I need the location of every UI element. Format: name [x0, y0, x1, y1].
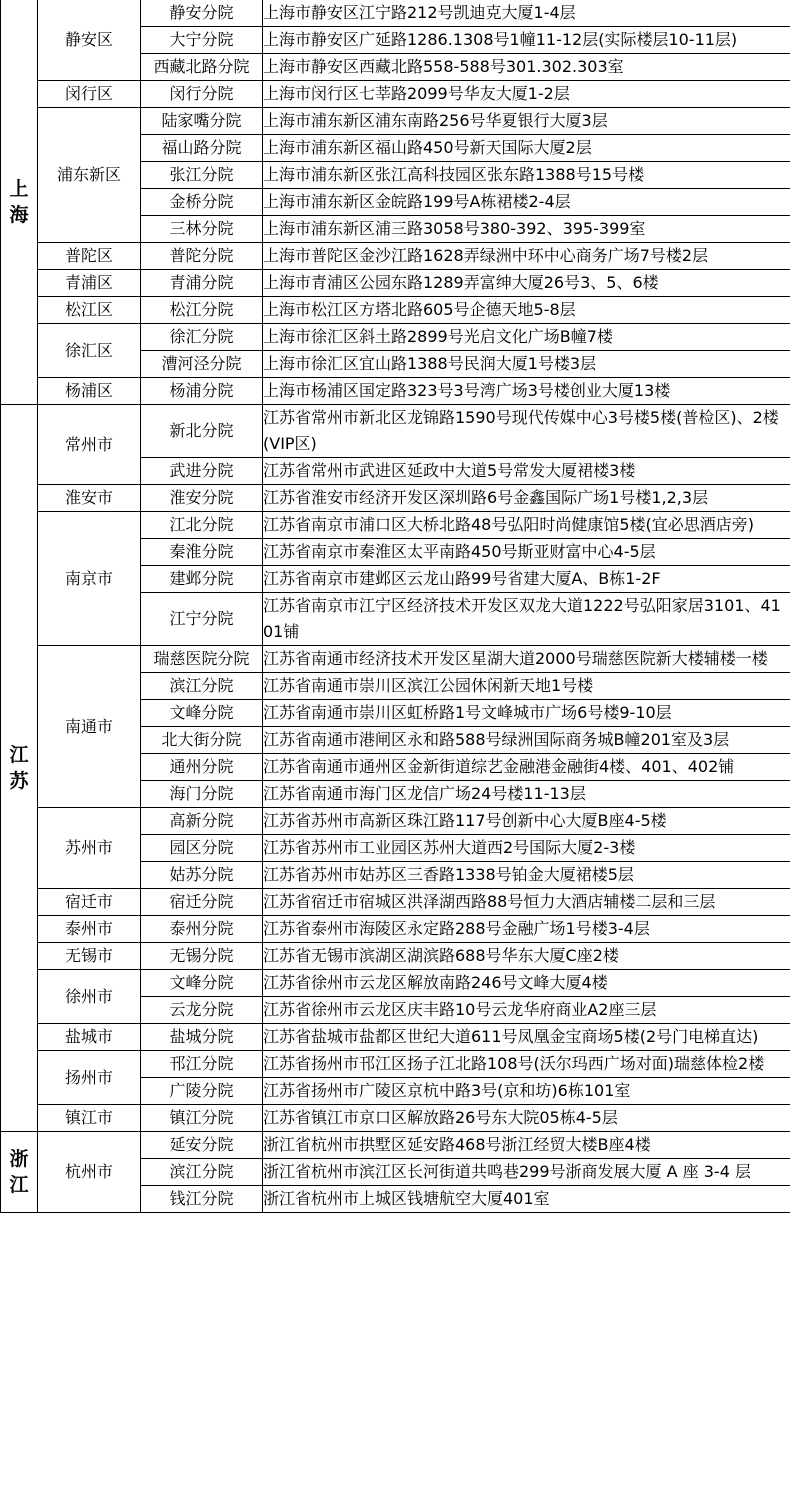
branch-name-cell: 盐城分院	[141, 1024, 263, 1051]
branch-name-cell: 瑞慈医院分院	[141, 646, 263, 673]
branch-address-cell: 江苏省苏州市高新区珠江路117号创新中心大厦B座4-5楼	[263, 808, 790, 835]
branch-address-cell: 江苏省常州市武进区延政中大道5号常发大厦裙楼3楼	[263, 458, 790, 485]
branch-name-cell: 邗江分院	[141, 1051, 263, 1078]
branch-name-cell: 松江分院	[141, 297, 263, 324]
branch-name-cell: 高新分院	[141, 808, 263, 835]
table-row	[1, 1051, 790, 1078]
branch-name-cell: 延安分院	[141, 1132, 263, 1159]
branch-name-cell: 泰州分院	[141, 916, 263, 943]
branch-name-cell: 金桥分院	[141, 189, 263, 216]
city-cell: 浦东新区	[38, 108, 141, 243]
branch-address-cell: 上海市普陀区金沙江路1628弄绿洲中环中心商务广场7号楼2层	[263, 243, 790, 270]
branch-address-cell: 江苏省扬州市邗江区扬子江北路108号(沃尔玛西广场对面)瑞慈体检2楼	[263, 1051, 790, 1078]
branch-address-cell: 江苏省徐州市云龙区庆丰路10号云龙华府商业A2座三层	[263, 997, 790, 1024]
branch-address-cell: 江苏省淮安市经济开发区深圳路6号金鑫国际广场1号楼1,2,3层	[263, 485, 790, 512]
branch-name-cell: 杨浦分院	[141, 378, 263, 405]
branch-name-cell: 三林分院	[141, 216, 263, 243]
branch-name-cell: 宿迁分院	[141, 889, 263, 916]
branch-address-cell: 上海市杨浦区国定路323号3号湾广场3号楼创业大厦13楼	[263, 378, 790, 405]
branch-address-cell: 江苏省盐城市盐都区世纪大道611号凤凰金宝商场5楼(2号门电梯直达)	[263, 1024, 790, 1051]
city-cell: 泰州市	[38, 916, 141, 943]
branch-address-cell: 江苏省南通市崇川区滨江公园休闲新天地1号楼	[263, 673, 790, 700]
branch-address-cell: 上海市浦东新区张江高科技园区张东路1388号15号楼	[263, 162, 790, 189]
province-label-char: 苏	[9, 770, 29, 792]
branch-name-cell: 通州分院	[141, 754, 263, 781]
city-cell: 淮安市	[38, 485, 141, 512]
table-row	[1, 1105, 790, 1132]
table-row	[1, 485, 790, 512]
branch-address-cell: 浙江省杭州市拱墅区延安路468号浙江经贸大楼B座4楼	[263, 1132, 790, 1159]
branch-address-cell: 江苏省徐州市云龙区解放南路246号文峰大厦4楼	[263, 970, 790, 997]
branch-name-cell: 武进分院	[141, 458, 263, 485]
table-row	[1, 243, 790, 270]
table-body	[1, 0, 790, 1213]
branch-name-cell: 静安分院	[141, 0, 263, 27]
province-cell	[1, 405, 38, 1132]
branch-address-cell: 上海市静安区西藏北路558-588号301.302.303室	[263, 54, 790, 81]
branch-address-cell: 上海市青浦区公园东路1289弄富绅大厦26号3、5、6楼	[263, 270, 790, 297]
branch-name-cell: 淮安分院	[141, 485, 263, 512]
branch-name-cell: 文峰分院	[141, 700, 263, 727]
table-row	[1, 512, 790, 539]
branch-address-cell: 上海市静安区广延路1286.1308号1幢11-12层(实际楼层10-11层)	[263, 27, 790, 54]
table-row	[1, 916, 790, 943]
branch-name-cell: 广陵分院	[141, 1078, 263, 1105]
city-cell: 镇江市	[38, 1105, 141, 1132]
table-row	[1, 889, 790, 916]
branch-address-cell: 上海市闵行区七莘路2099号华友大厦1-2层	[263, 81, 790, 108]
province-label-char: 浙	[9, 1148, 29, 1170]
branch-address-cell: 上海市静安区江宁路212号凯迪克大厦1-4层	[263, 0, 790, 27]
branch-name-cell: 漕河泾分院	[141, 351, 263, 378]
branch-address-cell: 江苏省南京市秦淮区太平南路450号斯亚财富中心4-5层	[263, 539, 790, 566]
branch-name-cell: 西藏北路分院	[141, 54, 263, 81]
branch-address-cell: 江苏省南通市经济技术开发区星湖大道2000号瑞慈医院新大楼辅楼一楼	[263, 646, 790, 673]
branch-address-cell: 上海市徐汇区宜山路1388号民润大厦1号楼3层	[263, 351, 790, 378]
branch-name-cell: 海门分院	[141, 781, 263, 808]
branch-name-cell: 大宁分院	[141, 27, 263, 54]
city-cell: 闵行区	[38, 81, 141, 108]
table-row	[1, 108, 790, 135]
table-row	[1, 0, 790, 27]
branch-address-cell: 江苏省南京市建邺区云龙山路99号省建大厦A、B栋1-2F	[263, 566, 790, 593]
branch-address-cell: 江苏省无锡市滨湖区湖滨路688号华东大厦C座2楼	[263, 943, 790, 970]
branch-address-cell: 江苏省宿迁市宿城区洪泽湖西路88号恒力大酒店辅楼二层和三层	[263, 889, 790, 916]
branch-name-cell: 镇江分院	[141, 1105, 263, 1132]
city-cell: 杨浦区	[38, 378, 141, 405]
branch-name-cell: 福山路分院	[141, 135, 263, 162]
branch-name-cell: 江北分院	[141, 512, 263, 539]
city-cell: 常州市	[38, 405, 141, 485]
branch-name-cell: 云龙分院	[141, 997, 263, 1024]
branch-address-cell: 江苏省泰州市海陵区永定路288号金融广场1号楼3-4层	[263, 916, 790, 943]
branch-name-cell: 青浦分院	[141, 270, 263, 297]
province-cell	[1, 0, 38, 405]
branch-name-cell: 无锡分院	[141, 943, 263, 970]
city-cell: 南通市	[38, 646, 141, 808]
branch-address-cell: 上海市浦东新区浦三路3058号380-392、395-399室	[263, 216, 790, 243]
table-row	[1, 270, 790, 297]
table-row	[1, 970, 790, 997]
branch-address-cell: 江苏省南通市通州区金新街道综艺金融港金融街4楼、401、402铺	[263, 754, 790, 781]
province-label-char: 上	[9, 178, 29, 200]
table-row	[1, 378, 790, 405]
branch-address-cell: 江苏省苏州市姑苏区三香路1338号铂金大厦裙楼5层	[263, 862, 790, 889]
table-row	[1, 81, 790, 108]
table-row	[1, 405, 790, 458]
province-label-char: 江	[9, 1174, 29, 1196]
branch-name-cell: 姑苏分院	[141, 862, 263, 889]
branch-name-cell: 文峰分院	[141, 970, 263, 997]
branch-name-cell: 钱江分院	[141, 1186, 263, 1213]
city-cell: 普陀区	[38, 243, 141, 270]
branch-address-cell: 江苏省南通市港闸区永和路588号绿洲国际商务城B幢201室及3层	[263, 727, 790, 754]
table-row	[1, 297, 790, 324]
city-cell: 松江区	[38, 297, 141, 324]
branch-address-cell: 江苏省南京市浦口区大桥北路48号弘阳时尚健康馆5楼(宜必思酒店旁)	[263, 512, 790, 539]
branch-address-cell: 上海市松江区方塔北路605号企德天地5-8层	[263, 297, 790, 324]
city-cell: 盐城市	[38, 1024, 141, 1051]
branch-name-cell: 滨江分院	[141, 1159, 263, 1186]
branch-name-cell: 徐汇分院	[141, 324, 263, 351]
branch-address-cell: 上海市浦东新区浦东南路256号华夏银行大厦3层	[263, 108, 790, 135]
branch-name-cell: 陆家嘴分院	[141, 108, 263, 135]
city-cell: 苏州市	[38, 808, 141, 889]
branch-address-cell: 江苏省南京市江宁区经济技术开发区双龙大道1222号弘阳家居3101、4101铺	[263, 593, 790, 646]
branch-name-cell: 张江分院	[141, 162, 263, 189]
branch-name-cell: 北大街分院	[141, 727, 263, 754]
branch-address-cell: 上海市徐汇区斜土路2899号光启文化广场B幢7楼	[263, 324, 790, 351]
branch-address-cell: 上海市浦东新区福山路450号新天国际大厦2层	[263, 135, 790, 162]
city-cell: 静安区	[38, 0, 141, 81]
city-cell: 无锡市	[38, 943, 141, 970]
city-cell: 扬州市	[38, 1051, 141, 1105]
branch-address-cell: 江苏省苏州市工业园区苏州大道西2号国际大厦2-3楼	[263, 835, 790, 862]
branch-address-cell: 浙江省杭州市上城区钱塘航空大厦401室	[263, 1186, 790, 1213]
city-cell: 徐州市	[38, 970, 141, 1024]
branch-address-cell: 浙江省杭州市滨江区长河街道共鸣巷299号浙商发展大厦 A 座 3-4 层	[263, 1159, 790, 1186]
branch-name-cell: 新北分院	[141, 405, 263, 458]
city-cell: 杭州市	[38, 1132, 141, 1213]
province-label-char: 海	[9, 204, 29, 226]
branch-name-cell: 建邺分院	[141, 566, 263, 593]
table-row	[1, 1024, 790, 1051]
table-row	[1, 808, 790, 835]
branch-name-cell: 秦淮分院	[141, 539, 263, 566]
branch-address-cell: 江苏省扬州市广陵区京杭中路3号(京和坊)6栋101室	[263, 1078, 790, 1105]
city-cell: 南京市	[38, 512, 141, 646]
table-row	[1, 943, 790, 970]
city-cell: 宿迁市	[38, 889, 141, 916]
branch-name-cell: 闵行分院	[141, 81, 263, 108]
branch-address-cell: 江苏省镇江市京口区解放路26号东大院05栋4-5层	[263, 1105, 790, 1132]
city-cell: 徐汇区	[38, 324, 141, 378]
branch-address-cell: 江苏省常州市新北区龙锦路1590号现代传媒中心3号楼5楼(普检区)、2楼(VIP区)	[263, 405, 790, 458]
branch-address-cell: 江苏省南通市海门区龙信广场24号楼11-13层	[263, 781, 790, 808]
table-row	[1, 646, 790, 673]
branch-name-cell: 园区分院	[141, 835, 263, 862]
branch-name-cell: 江宁分院	[141, 593, 263, 646]
city-cell: 青浦区	[38, 270, 141, 297]
table-row	[1, 324, 790, 351]
branch-name-cell: 普陀分院	[141, 243, 263, 270]
branch-name-cell: 滨江分院	[141, 673, 263, 700]
branch-address-cell: 上海市浦东新区金皖路199号A栋裙楼2-4层	[263, 189, 790, 216]
province-label-char: 江	[9, 744, 29, 766]
province-cell	[1, 1132, 38, 1213]
branch-address-cell: 江苏省南通市崇川区虹桥路1号文峰城市广场6号楼9-10层	[263, 700, 790, 727]
table-row	[1, 1132, 790, 1159]
